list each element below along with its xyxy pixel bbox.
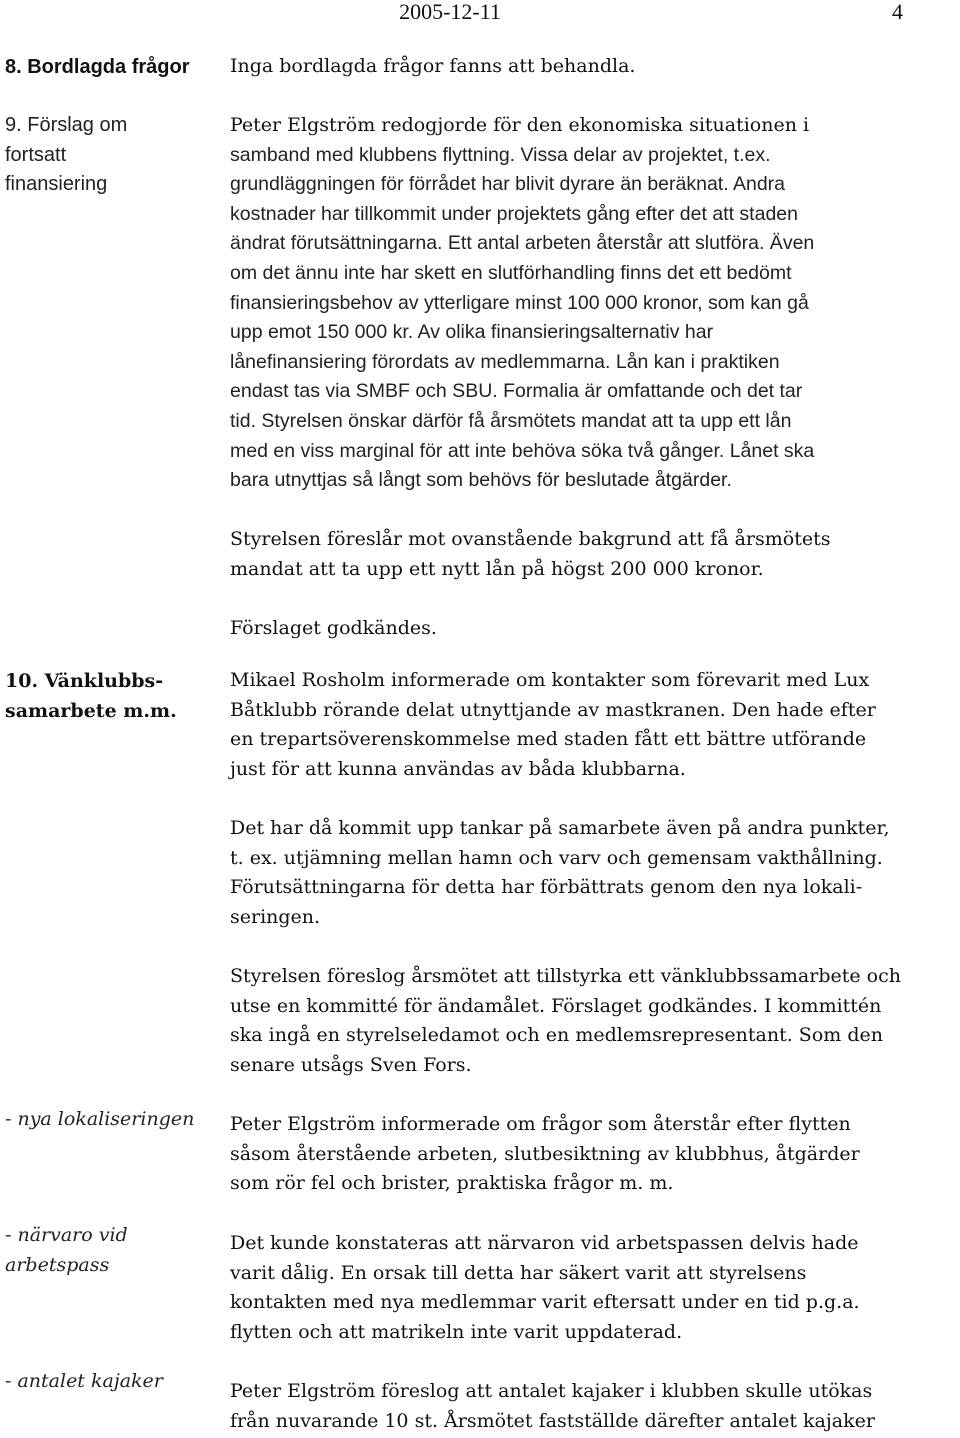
sub-item-narvaro-text: Det kunde konstateras att närvaron vid arbetspassen delvis hade varit dålig. En orsak till detta har säkert varit att styrelsens kontakten med nya medlemmar varit eftersatt under en tid p.g.a. flytten och att matrikeln inte varit uppdaterad.	[230, 1232, 860, 1343]
item-9-paragraph-1: Peter Elgström redogjorde för den ekonomiska situationen i samband med klubbens flyttning. Vissa delar av projektet, t.ex. grundläggningen för förrådet har blivit dyrare än beräknat. Andra kostnader har tillkommit under projektets gång efter det att staden ändrat förutsättningarna. Ett antal arbeten återstår att slutföra. Även om det ännu inte har skett en slutförhandling finns det ett bedömt finansieringsbehov av ytterligare minst 100 000 kronor, som kan gå upp emot 150 000 kr. Av olika finansieringsalternativ har lånefinansiering förordats av medlemmarna. Lån kan i praktiken endast tas via SMBF och SBU. Formalia är omfattande och det tar tid. Styrelsen önskar därför få årsmötets mandat att ta upp ett lån med en viss marginal för att inte behöva söka två gånger. Lånet ska bara utnyttjas så långt som behövs för beslutade åtgärder.	[230, 114, 815, 492]
document-date: 2005-12-11	[399, 0, 501, 24]
item-9-heading: 9. Förslag om fortsatt finansiering	[5, 114, 128, 195]
item-9-decision: Förslaget godkändes.	[230, 617, 437, 639]
item-10-paragraph-2: Det har då kommit upp tankar på samarbete även på andra punkter, t. ex. utjämning mellan hamn och varv och gemensam vakthållning. Förutsättningarna för detta har förbättrats genom den nya lokali- seringen.	[230, 817, 890, 928]
item-8-text: Inga bordlagda frågor fanns att behandla.	[230, 55, 636, 77]
sub-item-nya-lokaliseringen-label: - nya lokaliseringen	[5, 1108, 195, 1130]
sub-item-narvaro-label: - närvaro vid arbetspass	[5, 1224, 128, 1276]
page-number: 4	[892, 0, 903, 24]
item-10-paragraph-1: Mikael Rosholm informerade om kontakter som förevarit med Lux Båtklubb rörande delat utnyttjande av mastkranen. Den hade efter en trepartsöverenskommelse med staden fått ett bättre utförande just för att kunna användas av båda klubbarna.	[230, 669, 876, 780]
item-10-paragraph-3: Styrelsen föreslog årsmötet att tillstyrka ett vänklubbssamarbete och utse en kommitté för ändamålet. Förslaget godkändes. I kommittén ska ingå en styrelseledamot och en medlemsrepresentant. Som den senare utsågs Sven Fors.	[230, 965, 901, 1076]
item-9-paragraph-2: Styrelsen föreslår mot ovanstående bakgrund att få årsmötets mandat att ta upp ett nytt lån på högst 200 000 kronor.	[230, 528, 831, 580]
sub-item-kajaker-text: Peter Elgström föreslog att antalet kajaker i klubben skulle utökas från nuvarande 10 st. Årsmötet fastställde därefter antalet kajaker	[230, 1380, 875, 1432]
sub-item-kajaker-label: - antalet kajaker	[5, 1370, 163, 1392]
item-8-heading: 8. Bordlagda frågor	[5, 56, 190, 78]
sub-item-nya-lokaliseringen-text: Peter Elgström informerade om frågor som återstår efter flytten såsom återstående arbeten, slutbesiktning av klubbhus, åtgärder som rör fel och brister, praktiska frågor m. m.	[230, 1113, 860, 1195]
item-10-heading: 10. Vänklubbs- samarbete m.m.	[5, 670, 177, 722]
